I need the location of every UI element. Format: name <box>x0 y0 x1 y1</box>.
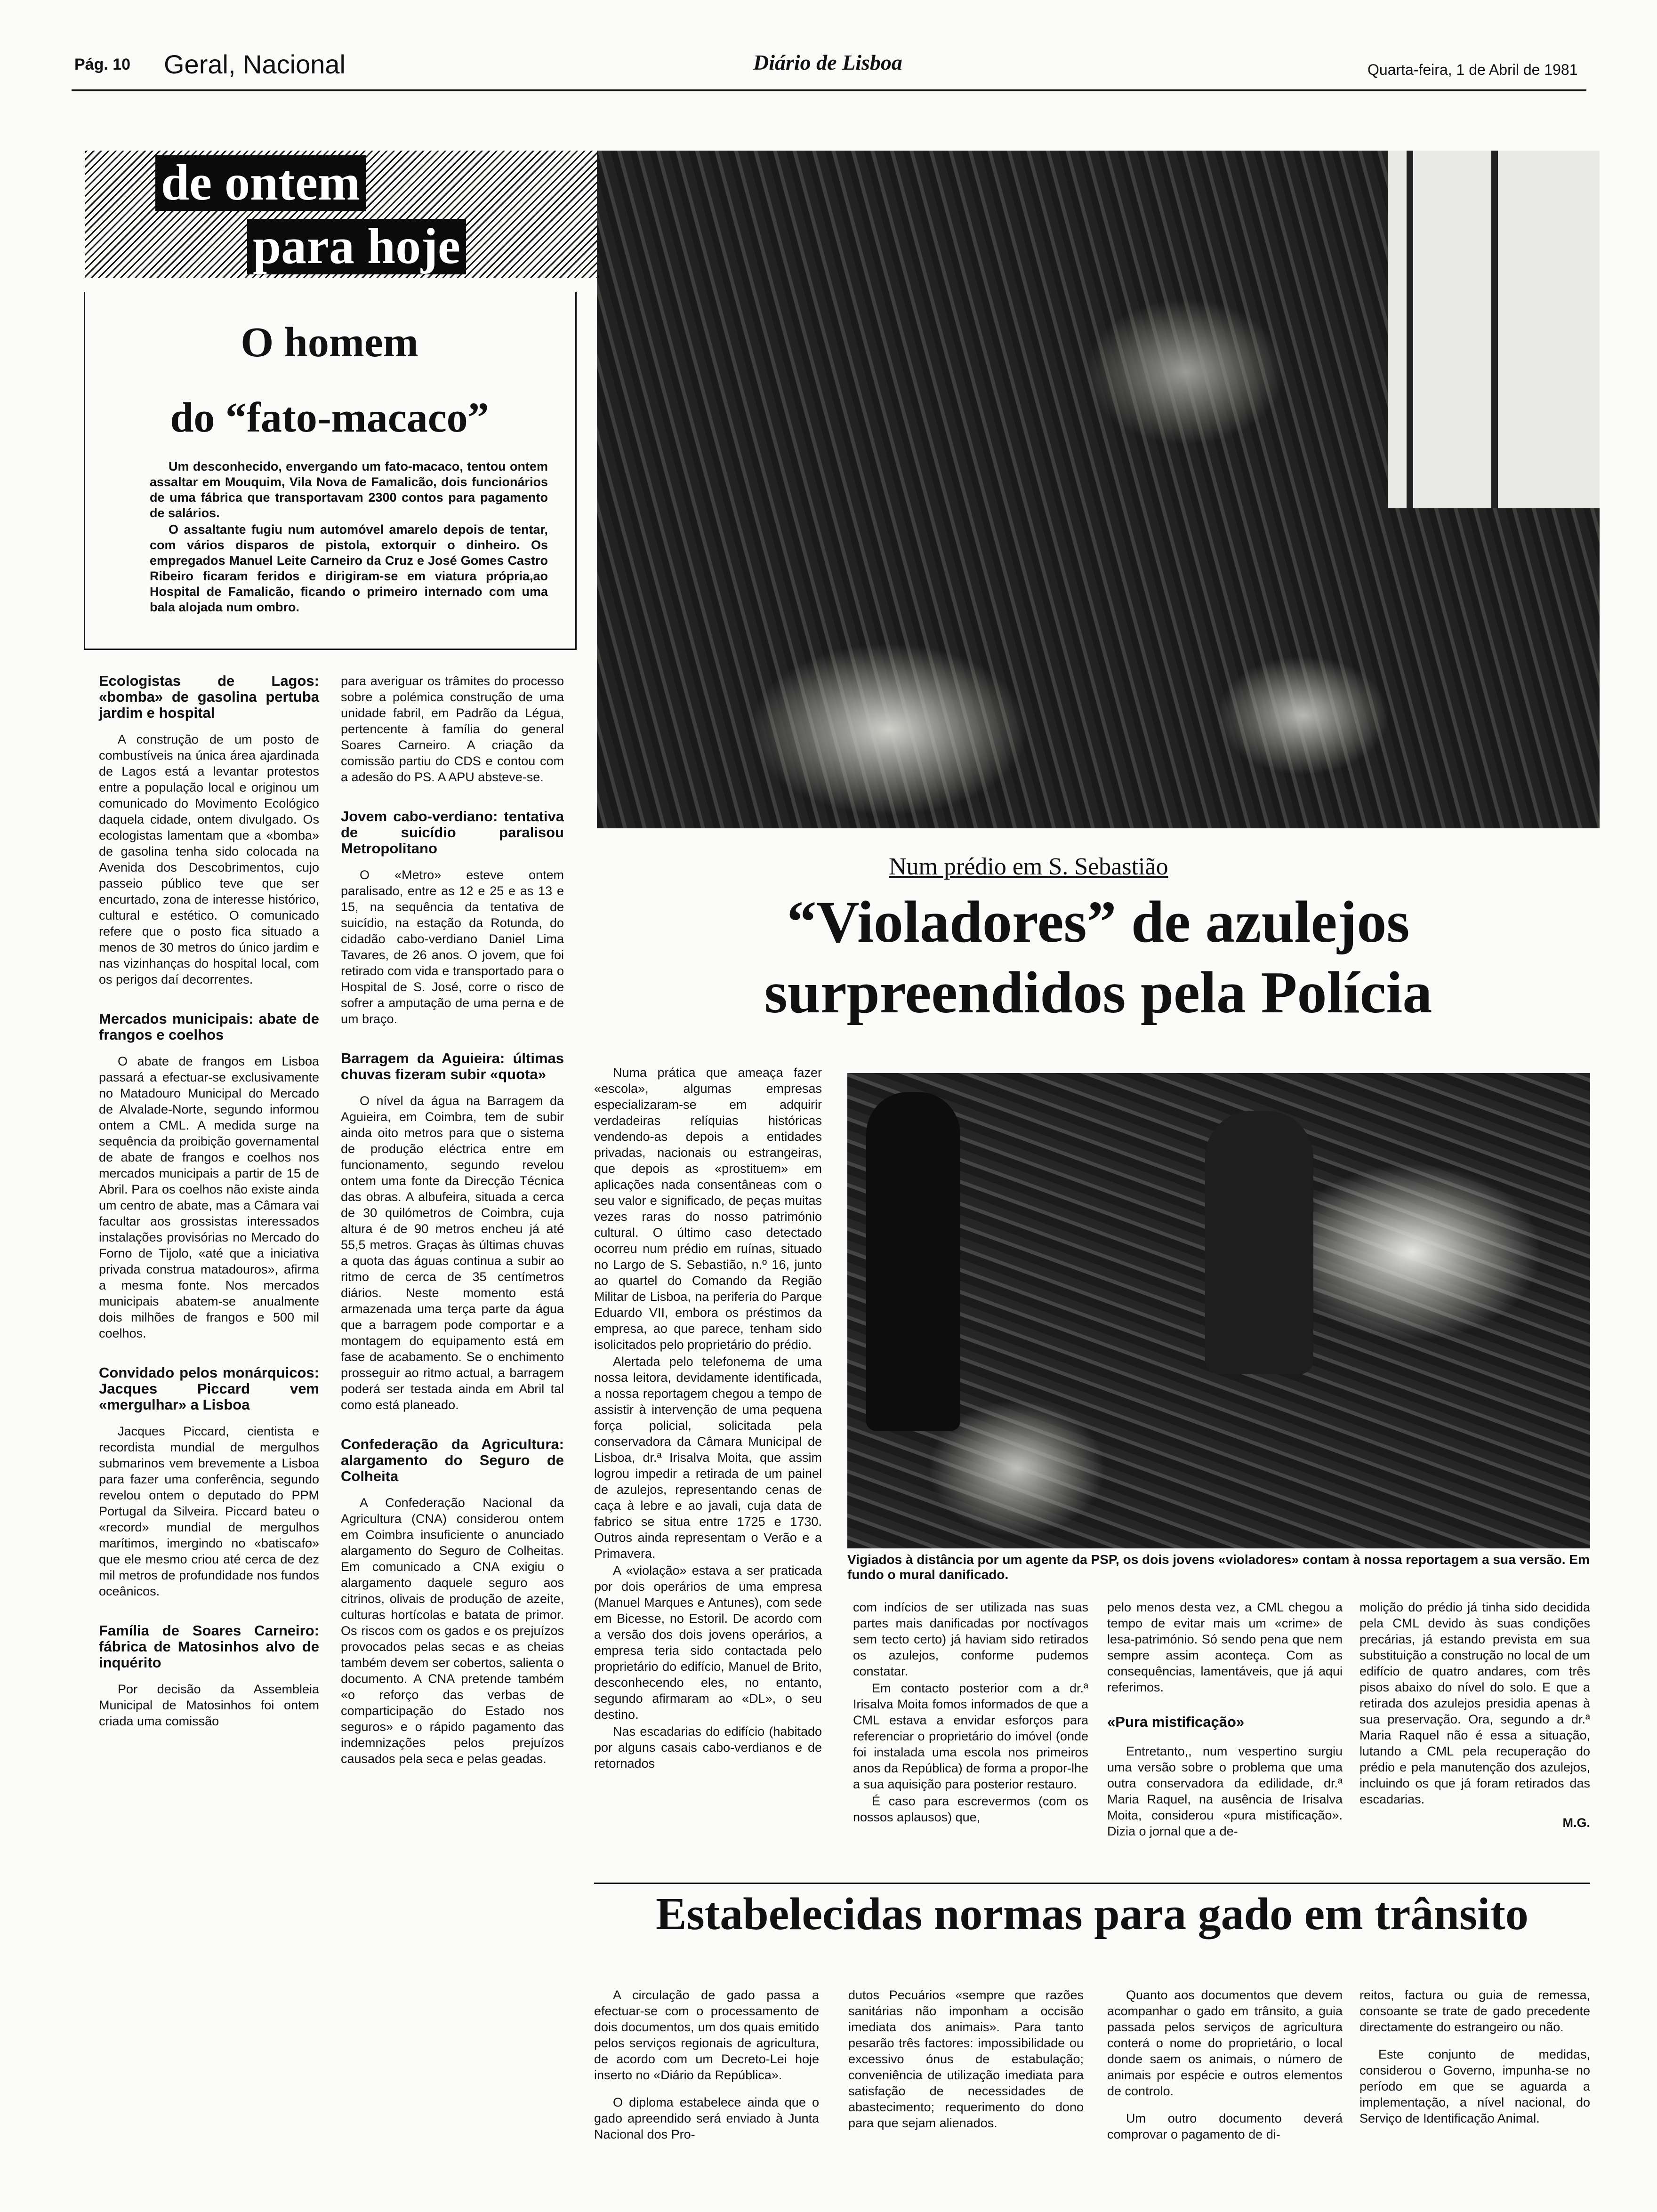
article-signature: M.G. <box>1562 1816 1590 1830</box>
lead-title-line2: do “fato-macaco” <box>170 394 489 441</box>
article-paragraph: Alertada pelo telefonema de uma nossa leitora, devidamente identificada, a nossa reportagem chegou a tempo de assistir à intervenção de uma pequena força policial, solicitada pela conservadora da Câmara Municipal de Lisboa, dr.ª Irisalva Moita, que assim logrou impedir a retirada de um painel de azulejos, representando cenas de caça à lebre e ao javali, cuja data de fabrico se situa entre 1725 e 1730. Outros ainda representam o Verão e a Primavera. <box>594 1354 822 1561</box>
article-paragraph: pelo menos desta vez, a CML chegou a tempo de evitar mais um «crime» de lesa-património. Só sendo pena que nem sempre assim aconteça. Com as consequências, lamentáveis, que já aqui referimos. <box>1107 1600 1343 1694</box>
gado-column-4 <box>1359 1987 1590 2127</box>
gado-paragraph: dutos Pecuários «sempre que razões sanitárias não imponham a occisão imediata dos animais». Para tanto pesarão três factores: impossibilidade ou excessivo ónus de estabulação; conveniência de utilização imediata para satisfação de necessidades de abastecimento; requerimento do dono para que sejam alienados. <box>848 1988 1084 2130</box>
article-headline-line1: “Violadores” de azulejos <box>787 890 1410 955</box>
section-label: Geral, Nacional <box>164 49 346 79</box>
brief-text: A construção de um posto de combustíveis na única área ajardinada de Lagos está a levantar protestos entre a população local e originou um comunicado do Movimento Ecológico daquela cidade, ontem divulgado. Os ecologistas lamentam que a «bomba» de gasolina tenha sido colocada na Avenida dos Descobrimentos, cujo passeio público teve que ser encurtado, zona de interesse histórico, cultural e estético. O comunicado refere que o posto fica situado a menos de 30 metros do único jardim e nas vizinhanças do hospital local, com os perigos daí decorrentes. <box>99 732 319 986</box>
article-column-1 <box>594 1065 822 1772</box>
brief-text: O «Metro» esteve ontem paralisado, entre as 12 e 25 e as 13 e 15, na sequência da tentativa de suicídio, na estação da Rotunda, do cidadão cabo-verdiano Daniel Lima Tavares, de 26 anos. O jovem, que foi retirado com vida e transportado para o Hospital de S. José, corre o risco de sofrer a amputação de uma perna e de um braço. <box>341 868 564 1026</box>
article-paragraph: É caso para escrevermos (com os nossos aplausos) que, <box>853 1794 1088 1824</box>
brief-title: Barragem da Aguieira: últimas chuvas fizeram subir «quota» <box>341 1050 564 1082</box>
person-left-silhouette <box>866 1092 960 1431</box>
article-kicker: Num prédio em S. Sebastião <box>889 853 1168 880</box>
article-column-4 <box>1359 1599 1590 1831</box>
brief-text: para averiguar os trâmites do processo sobre a polémica construção de uma unidade fabril, em Padrão da Légua, pertencente à família do general Soares Carneiro. A criação da comissão partiu do CDS e contou com a adesão do PS. A APU absteve-se. <box>341 674 564 784</box>
lead-paragraph-2: O assaltante fugiu num automóvel amarelo depois de tentar, com vários disparos de pistola, extorquir o dinheiro. Os empregados Manuel Leite Carneiro da Cruz e José Gomes Castro Ribeiro ficaram feridos e dirigiram-se em viatura própria,ao Hospital de Famalicão, ficando o primeiro internado com uma bala alojada num ombro. <box>150 522 548 614</box>
article-paragraph: com indícios de ser utilizada nas suas partes mais danificadas por noctívagos sem tecto certo) já haviam sido retirados os azulejos, conforme pudemos constatar. <box>853 1600 1088 1678</box>
masthead: Diário de Lisboa <box>753 50 902 74</box>
gado-paragraph: A circulação de gado passa a efectuar-se com o processamento de dois documentos, um dos quais emitido pelos serviços regionais de agricultura, de acordo com um Decreto-Lei hoje inserto no «Diário da República». <box>594 1988 819 2082</box>
photo-window-frame <box>1491 151 1498 508</box>
article-paragraph: molição do prédio já tinha sido decidida pela CML devido às suas condições precárias, já estando prevista em sua substituição a construção no local de um edifício de quatro andares, com três pisos abaixo do nível do solo. E que a retirada dos azulejos presidia apenas à sua preservação. Ora, segundo a dr.ª Maria Raquel não é essa a situação, lutando a CML pela recuperação do prédio e pela manutenção dos azulejos, incluindo os que já foram retirados das escadarias. <box>1359 1600 1590 1806</box>
gado-headline: Estabelecidas normas para gado em trânsito <box>656 1889 1528 1940</box>
rubric-line1: de ontem <box>155 155 366 211</box>
page-number: Pág. 10 <box>74 56 131 73</box>
workers-photo <box>847 1073 1590 1548</box>
brief-title: Família de Soares Carneiro: fábrica de Matosinhos alvo de inquérito <box>99 1622 319 1671</box>
gado-paragraph: Quanto aos documentos que devem acompanhar o gado em trânsito, a guia passada pelos serviços de agricultura conterá o nome do proprietário, o local donde saem os animais, o número de animais por espécie e outros elementos de controlo. <box>1107 1988 1343 2098</box>
gado-column-3 <box>1107 1987 1343 2143</box>
brief-text: Por decisão da Assembleia Municipal de Matosinhos foi ontem criada uma comissão <box>99 1682 319 1728</box>
article-paragraph: Numa prática que ameaça fazer «escola», algumas empresas especializaram-se em adquirir verdadeiras relíquias históricas vendendo-as depois a entidades privadas, nacionais ou estrangeiras, que depois as «prostituem» em aplicações nada consentâneas com o seu valor e significado, de peças muitas vezes raras do nosso património cultural. O último caso detectado ocorreu num prédio em ruínas, situado no Largo de S. Sebastião, n.º 16, junto ao quartel do Comando da Região Militar de Lisboa, na periferia do Parque Eduardo VII, embora os préstimos da empresa, ao que parece, tenham sido isolicitados pelo proprietário do prédio. <box>594 1066 822 1352</box>
brief-text: A Confederação Nacional da Agricultura (CNA) considerou ontem em Coimbra insuficiente o anunciado alargamento do Seguro de Colheitas. Em comunicado a CNA exigiu o alargamento daquele seguro aos citrinos, olivais de produção de azeite, culturas hortícolas e batata de primor. Os riscos com os gados e os prejuízos provocados pelas secas e as cheias também devem ser cobertos, salienta o documento. A CNA pretende também «o reforço das verbas de comparticipação do Estado nos seguros» e o rápido pagamento das indemnizações pelos prejuízos causados pela seca e pelas geadas. <box>341 1496 564 1766</box>
brief-title: Convidado pelos monárquicos: Jacques Piccard vem «mergulhar» a Lisboa <box>99 1364 319 1413</box>
briefs-column-left <box>99 673 319 1730</box>
article-paragraph: Em contacto posterior com a dr.ª Irisalva Moita fomos informados de que a CML estava a envidar esforços para referenciar o proprietário do imóvel (onde foi instalada uma escola nos primeiros anos da República) de forma a propor-lhe a sua aquisição para posterior restauro. <box>853 1681 1088 1791</box>
issue-date: Quarta-feira, 1 de Abril de 1981 <box>1367 61 1578 78</box>
article-headline-line2: surpreendidos pela Polícia <box>764 960 1432 1026</box>
article-paragraph: Entretanto,, num vespertino surgiu uma versão sobre o problema que uma outra conservadora da edilidade, dr.ª Maria Raquel, na ausência de Irisalva Moita, considerou «pura mistificação». Dizia o jornal que a de- <box>1107 1744 1343 1838</box>
article-column-2 <box>853 1599 1088 1826</box>
briefs-column-right <box>341 673 564 1768</box>
article-paragraph: Nas escadarias do edifício (habitado por alguns casais cabo-verdianos e de retornados <box>594 1724 822 1771</box>
lead-box-bottom-rule <box>84 649 577 650</box>
brief-text: Jacques Piccard, cientista e recordista mundial de mergulhos submarinos vem brevemente a Lisboa para fazer uma conferência, segundo revelou ontem o deputado do PPM Portugal da Silveira. Piccard bateu o «record» mundial de mergulhos marítimos, imergindo no «batiscafo» que ele mesmo criou até cerca de dez mil metros de profundidade nos fundos oceânicos. <box>99 1424 319 1598</box>
photo-window-frame <box>1407 151 1413 508</box>
header-rule <box>72 89 1586 91</box>
article-paragraph: A «violação» estava a ser praticada por dois operários de uma empresa (Manuel Marques e Antunes), com sede em Bicesse, no Estoril. De acordo com a versão dos dois jovens operários, a empresa teria sido contactada pelo proprietário do edifício, Manuel de Brito, desconhecendo eles, no entanto, segundo afirmaram ao «DL», o seu destino. <box>594 1563 822 1722</box>
brief-text: O abate de frangos em Lisboa passará a efectuar-se exclusivamente no Matadouro Municipal do Mercado de Alvalade-Norte, segundo informou ontem a CML. A medida surge na sequência da proibição governamental de abate de frangos e coelhos nos mercados municipais a partir de 15 de Abril. Para os coelhos não existe ainda um centro de abate, mas a Câmara vai facultar aos grossistas interessados instalações provisórias no Mercado do Forno de Tijolo, «até que a iniciativa privada construa matadouros», afirma a mesma fonte. Nos mercados municipais abatem-se anualmente dois milhões de frangos e 500 mil coelhos. <box>99 1054 319 1340</box>
lead-text <box>150 459 548 616</box>
gado-paragraph: O diploma estabelece ainda que o gado apreendido será enviado à Junta Nacional dos Pro- <box>594 2095 819 2141</box>
brief-title: Jovem cabo-verdiano: tentativa de suicídio paralisou Metropolitano <box>341 808 564 857</box>
gado-paragraph: Este conjunto de medidas, considerou o Governo, impunha-se no período em que se aguarda a implementação, a nível nacional, do Serviço de Identificação Animal. <box>1359 2047 1590 2125</box>
article-subhead: «Pura mistificação» <box>1107 1714 1245 1730</box>
gado-paragraph: Um outro documento deverá comprovar o pagamento de di- <box>1107 2111 1343 2141</box>
article-column-3 <box>1107 1599 1343 1840</box>
brief-title: Ecologistas de Lagos: «bomba» de gasolina pertuba jardim e hospital <box>99 673 319 721</box>
gado-column-1 <box>594 1987 819 2143</box>
lead-title-line1: O homem <box>241 319 418 366</box>
rubric-line2: para hoje <box>247 219 466 274</box>
lead-paragraph-1: Um desconhecido, envergando um fato-macaco, tentou ontem assaltar em Mouquim, Vila Nova de Famalicão, dois funcionários de uma fábrica que transportavam 2300 contos para pagamento de salários. <box>150 459 548 520</box>
photo-caption: Vigiados à distância por um agente da PSP, os dois jovens «violadores» contam à nossa reportagem a sua versão. Em fundo o mural danificado. <box>847 1552 1590 1582</box>
brief-title: Mercados municipais: abate de frangos e coelhos <box>99 1010 319 1043</box>
brief-title: Confederação da Agricultura: alargamento do Seguro de Colheita <box>341 1436 564 1484</box>
gado-column-2 <box>848 1987 1084 2132</box>
person-right-silhouette <box>1205 1111 1313 1374</box>
gado-paragraph: reitos, factura ou guia de remessa, consoante se trate de gado precedente directamente do estrangeiro ou não. <box>1359 1988 1590 2034</box>
mural-photo <box>597 151 1600 828</box>
gado-top-rule <box>594 1883 1590 1884</box>
lead-box-right-rule <box>575 292 577 649</box>
brief-text: O nível da água na Barragem da Aguieira, em Coimbra, tem de subir ainda oito metros para que o sistema de produção eléctrica entre em funcionamento, segundo revelou ontem uma fonte da Direcção Técnica das obras. A albufeira, situada a cerca de 30 quilómetros de Coimbra, cuja altura é de 90 metros encheu já até 55,5 metros. Graças às últimas chuvas a quota das águas continua a subir ao ritmo de cerca de 35 centímetros diários. Neste momento está armazenada uma terça parte da água que a barragem pode comportar e a montagem do equipamento está em fase de acabamento. Se o enchimento prosseguir ao ritmo actual, a barragem poderá ser testada ainda em Abril tal como está planeado. <box>341 1094 564 1412</box>
